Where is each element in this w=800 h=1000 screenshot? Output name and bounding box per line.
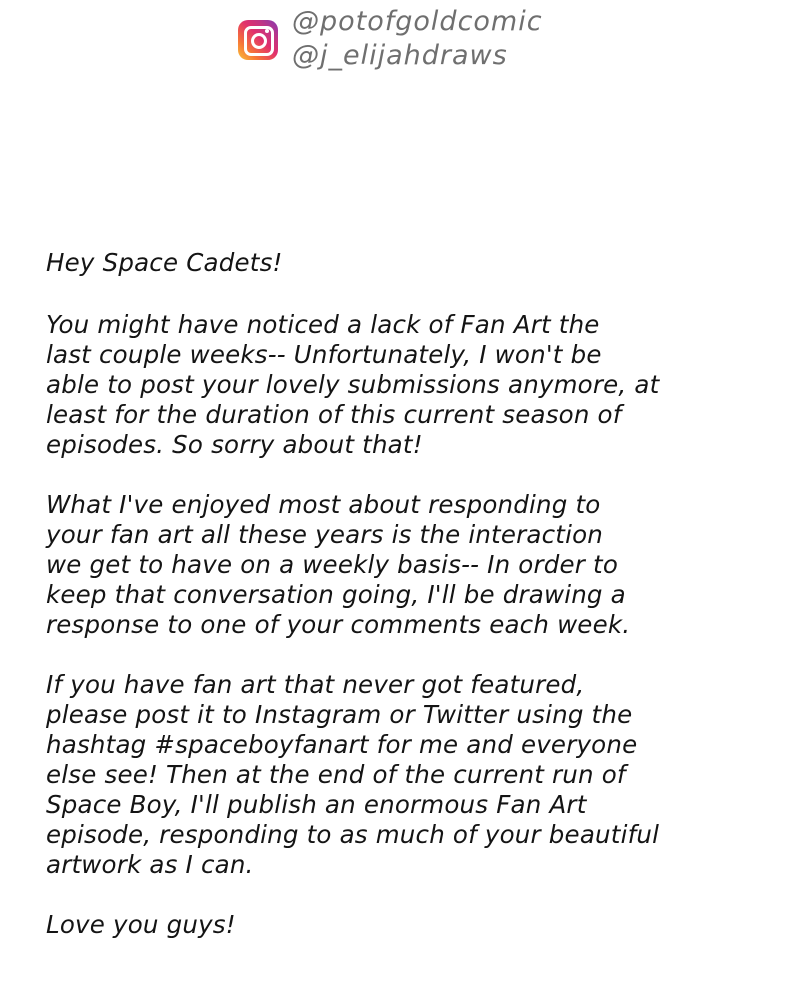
paragraph-line: response to one of your comments each week. — [46, 610, 631, 639]
letter-body — [46, 248, 766, 940]
paragraph-line: What I've enjoyed most about responding to — [46, 490, 601, 519]
paragraph-line: last couple weeks-- Unfortunately, I won't be — [46, 340, 602, 369]
paragraph-line: hashtag #spaceboyfanart for me and everyone — [46, 730, 638, 759]
paragraph-line: else see! Then at the end of the current run of — [46, 760, 626, 789]
instagram-icon-lens — [251, 33, 267, 49]
paragraph-line: Space Boy, I'll publish an enormous Fan Art — [46, 790, 587, 819]
paragraph-line: least for the duration of this current season of — [46, 400, 622, 429]
letter-greeting: Hey Space Cadets! — [46, 248, 283, 277]
letter-closing: Love you guys! — [46, 910, 236, 939]
paragraph-line: we get to have on a weekly basis-- In order to — [46, 550, 619, 579]
paragraph-line: episode, responding to as much of your beautiful — [46, 820, 660, 849]
letter-paragraph-3 — [46, 670, 766, 880]
instagram-handle-artist: @j_elijahdraws — [292, 40, 508, 71]
paragraph-line: artwork as I can. — [46, 850, 254, 879]
paragraph-line: episodes. So sorry about that! — [46, 430, 423, 459]
paragraph-line: If you have fan art that never got featured, — [46, 670, 585, 699]
letter-paragraph-2 — [46, 490, 766, 640]
instagram-icon-dot — [265, 29, 269, 33]
paragraph-line: your fan art all these years is the interaction — [46, 520, 604, 549]
paragraph-line: keep that conversation going, I'll be drawing a — [46, 580, 626, 609]
letter-paragraph-1 — [46, 310, 766, 460]
paragraph-line: You might have noticed a lack of Fan Art the — [46, 310, 600, 339]
paragraph-line: please post it to Instagram or Twitter using the — [46, 700, 633, 729]
social-handles-header — [236, 4, 616, 76]
paragraph-line: able to post your lovely submissions anymore, at — [46, 370, 660, 399]
instagram-handle-comic: @potofgoldcomic — [292, 6, 543, 37]
instagram-icon — [238, 20, 278, 60]
